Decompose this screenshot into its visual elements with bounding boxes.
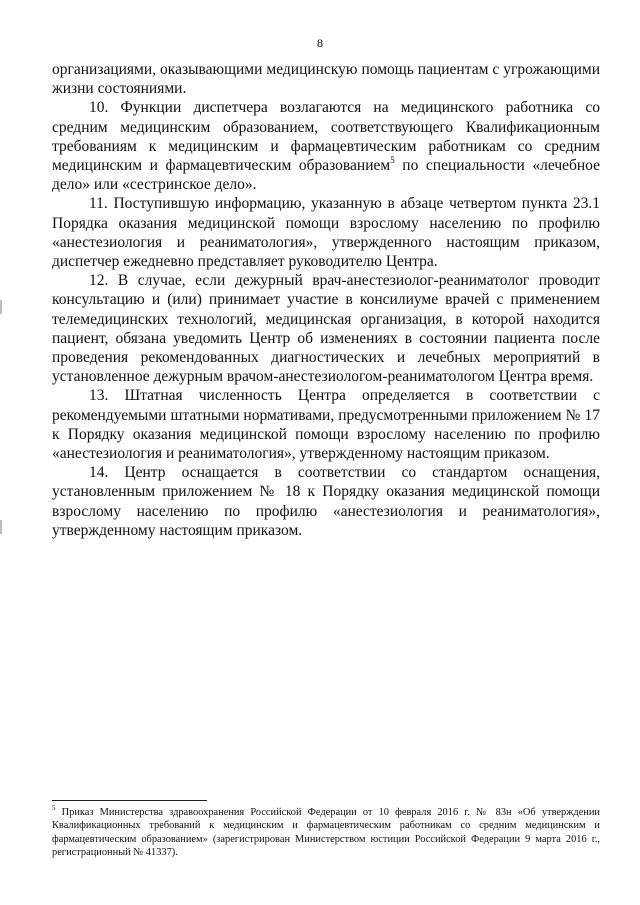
paragraph-10 [52,98,600,194]
footnote-marker: 5 [52,803,56,812]
scan-edge-mark [0,300,2,314]
paragraph-14: 14. Центр оснащается в соответствии со стандартом оснащения, установленным приложением № 18 к Порядку оказания медицинской помощи взрослому населению по профилю «анестезиология и реаниматология», утвержденному настоящим приказом. [52,464,600,539]
footnote [52,803,600,860]
document-body [52,60,600,540]
page-number: 8 [317,36,323,50]
paragraph-continuation: организациями, оказывающими медицинскую помощь пациентам с угрожающими жизни состояниями. [52,61,600,98]
paragraph-13: 13. Штатная численность Центра определяется в соответствии с рекомендуемыми штатными нормативами, предусмотренными приложением № 17 к Порядку оказания медицинской помощи взрослому населению по профилю «анестезиология и реаниматология», утвержденному настоящим приказом. [52,387,600,463]
scan-edge-mark [0,520,2,534]
footnote-separator [52,800,207,801]
paragraph-11: 11. Поступившую информацию, указанную в абзаце четвертом пункта 23.1 Порядка оказания медицинской помощи взрослому населению по профилю «анестезиология и реаниматология», утвержденного настоящим приказом, диспетчер ежедневно представляет руководителю Центра. [52,195,600,271]
paragraph-12: 12. В случае, если дежурный врач-анестезиолог-реаниматолог проводит консультацию и (или) принимает участие в консилиуме врачей с применением телемедицинских технологий, медицинская организация, в которой находится пациент, обязана уведомить Центр об изменениях в состоянии пациента после проведения рекомендованных диагностических и лечебных мероприятий в установленное дежурным врачом-анестезиологом-реаниматологом Центра время. [52,272,600,386]
paragraph-10-text: 10. Функции диспетчера возлагаются на медицинского работника со средним медицинским образованием, соответствующего Квалификационным требованиям к медицинским и фармацевтическим работникам со средним медицинским и фармацевтическим образованием [52,99,600,175]
footnote-reference: 5 [390,154,395,165]
paragraph-10-tail: по специальности «лечебное дело» или «сестринское дело». [52,157,600,194]
footnote-text: Приказ Министерства здравоохранения Российской Федерации от 10 февраля 2016 г. № 83н «Об утверждении Квалификационных требований к медицинским и фармацевтическим работникам со средним медицинским и фармацевтическим образованием» (зарегистрирован Министерством юстиции Российской Федерации 9 марта 2016 г., регистрационный № 41337). [52,807,600,859]
